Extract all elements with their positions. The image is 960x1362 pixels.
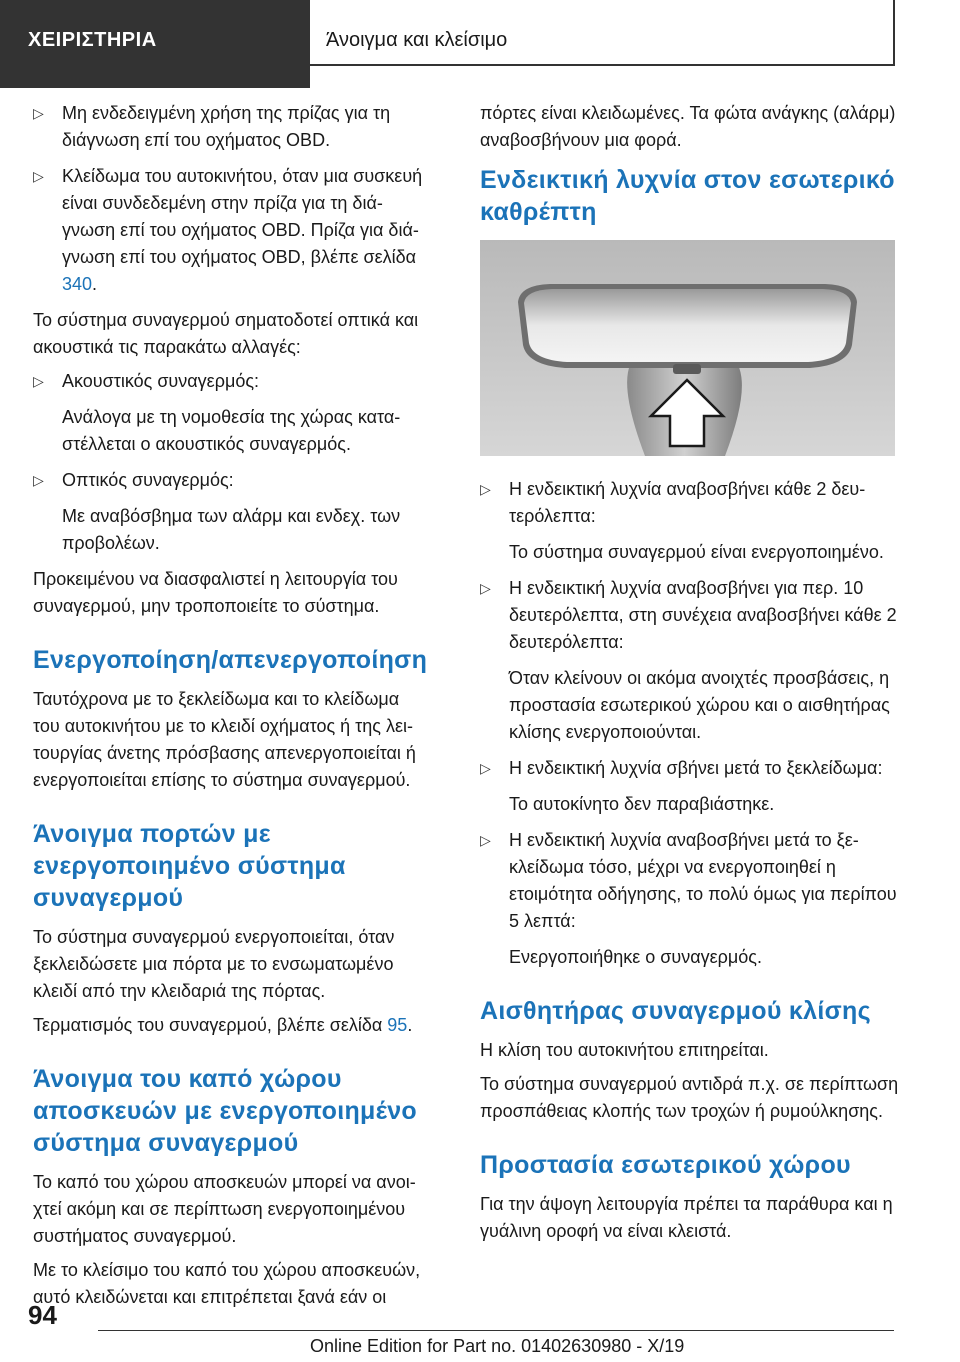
- chapter-title: Άνοιγμα και κλείσιμο: [310, 0, 895, 66]
- list-item: ▷ Οπτικός συναγερμός:: [33, 467, 428, 494]
- page-reference-link[interactable]: 340: [62, 274, 93, 294]
- heading-mirror-indicator: Ενδεικτική λυχνία στον εσωτερικό καθρέπτη: [480, 166, 895, 226]
- paragraph-text: Τερματισμός του συναγερμού, βλέπε σελίδα: [33, 1015, 383, 1035]
- paragraph: Η κλίση του αυτοκινήτου επιτηρείται.: [480, 1040, 769, 1060]
- heading-interior-protection: Προστασία εσωτερικού χώρου: [480, 1151, 851, 1179]
- mirror-image: [480, 240, 895, 456]
- right-column: [480, 100, 900, 1252]
- paragraph: πόρτες είναι κλειδωμένες. Τα φώτα ανάγκης (αλάρμ) αναβοσβήνουν μια φορά.: [480, 103, 896, 150]
- list-item: ▷ Η ενδεικτική λυχνία σβήνει μετά το ξεκλείδωμα:: [480, 755, 900, 782]
- list-item-detail: Ενεργοποιήθηκε ο συναγερμός.: [509, 947, 762, 967]
- list-item: ▷ Η ενδεικτική λυχνία αναβοσβήνει κάθε 2 δευτερόλεπτα:: [480, 476, 900, 530]
- list-item-detail: Το αυτοκίνητο δεν παραβιάστηκε.: [509, 794, 775, 814]
- mirror-illustration: [480, 240, 895, 456]
- left-column: [33, 100, 428, 1318]
- list-item: ▷ Η ενδεικτική λυχνία αναβοσβήνει για περ. 10 δευτερόλεπτα, στη συνέχεια αναβοσβήνει κάθε 2 δευτερόλεπτα:: [480, 575, 900, 656]
- list-item: ▷ Μη ενδεδειγμένη χρήση της πρίζας για τη διάγνωση επί του οχήματος OBD.: [33, 100, 428, 154]
- heading-doors: Άνοιγμα πορτών με ενεργοποιημένο σύστημα συναγερμού: [33, 820, 346, 912]
- heading-activation: Ενεργοποίηση/απενεργοποίηση: [33, 646, 428, 674]
- list-item: ▷ Κλείδωμα του αυτοκινήτου, όταν μια συσκευή είναι συνδεδεμένη στην πρίζα για τη διάγνωση επί του οχήματος OBD. Πρίζα για διάγνωση επί του οχήματος OBD, βλέπε σελίδα 340.: [33, 163, 428, 298]
- paragraph: Το σύστημα συναγερμού αντιδρά π.χ. σε περίπτωση προσπάθειας κλοπής των τροχών ή ρυμούλκησης.: [480, 1074, 899, 1121]
- paragraph: Το σύστημα συναγερμού σηματοδοτεί οπτικά και ακουστικά τις παρακάτω αλλαγές:: [33, 310, 419, 357]
- list-item-detail: Το σύστημα συναγερμού είναι ενεργοποιημένο.: [509, 542, 884, 562]
- section-title: ΧΕΙΡΙΣΤΗΡΙΑ: [0, 0, 300, 88]
- heading-tilt-sensor: Αισθητήρας συναγερμού κλίσης: [480, 997, 871, 1025]
- heading-trunk: Άνοιγμα του καπό χώρου αποσκευών με ενεργοποιημένο σύστημα συναγερμού: [33, 1065, 417, 1157]
- list-item-detail: Με αναβόσβημα των αλάρμ και ενδεχ. των προβολέων.: [62, 506, 401, 553]
- paragraph: Το καπό του χώρου αποσκευών μπορεί να ανοιχτεί ακόμη και σε περίπτωση ενεργοποιημένου συστήματος συναγερμού.: [33, 1172, 416, 1246]
- paragraph: Για την άψογη λειτουργία πρέπει τα παράθυρα και η γυάλινη οροφή να είναι κλειστά.: [480, 1194, 893, 1241]
- edition-text: Online Edition for Part no. 01402630980 - X/19: [310, 1336, 685, 1356]
- paragraph: Με το κλείσιμο του καπό του χώρου αποσκευών, αυτό κλειδώνεται και επιτρέπεται ξανά εάν οι: [33, 1260, 421, 1307]
- paragraph: Το σύστημα συναγερμού ενεργοποιείται, όταν ξεκλειδώσετε μια πόρτα με το ενσωματωμένο κλειδί από την κλειδαριά της πόρτας.: [33, 927, 395, 1001]
- paragraph: Ταυτόχρονα με το ξεκλείδωμα και το κλείδωμα του αυτοκινήτου με το κλειδί οχήματος ή της λειτουργίας άνετης πρόσβασης απενεργοποιείται ή ενεργοποιείται επίσης το σύστημα συναγερμού.: [33, 689, 416, 790]
- page-number: 94: [28, 1300, 57, 1330]
- list-item-detail: Ανάλογα με τη νομοθεσία της χώρας καταστέλλεται ο ακουστικός συναγερμός.: [62, 407, 401, 454]
- page-reference-link[interactable]: 95: [387, 1015, 408, 1035]
- page-header: [0, 0, 960, 88]
- paragraph: Προκειμένου να διασφαλιστεί η λειτουργία του συναγερμού, μην τροποποιείτε το σύστημα.: [33, 569, 398, 616]
- list-item: ▷ Η ενδεικτική λυχνία αναβοσβήνει μετά το ξεκλείδωμα τόσο, μέχρι να ενεργοποιηθεί η ετοιμότητα οδήγησης, το πολύ όμως για περίπου 5 λεπτά:: [480, 827, 900, 935]
- list-item-detail: Όταν κλείνουν οι ακόμα ανοιχτές προσβάσεις, η προστασία εσωτερικού χώρου και ο αισθητήρας κλίσης ενεργοποιούνται.: [509, 668, 890, 742]
- list-item: ▷ Ακουστικός συναγερμός:: [33, 368, 428, 395]
- footer-divider: [98, 1330, 894, 1331]
- paragraph: Τερματισμός του συναγερμού, βλέπε σελίδα 95.: [33, 1015, 413, 1035]
- bullet-text: Κλείδωμα του αυτοκινήτου, όταν μια συσκευή είναι συνδεδεμένη στην πρίζα για τη διάγνωση επί του οχήματος OBD. Πρίζα για διάγνωση επί του οχήματος OBD, βλέπε σελίδα: [62, 166, 423, 267]
- header-divider: [300, 0, 310, 88]
